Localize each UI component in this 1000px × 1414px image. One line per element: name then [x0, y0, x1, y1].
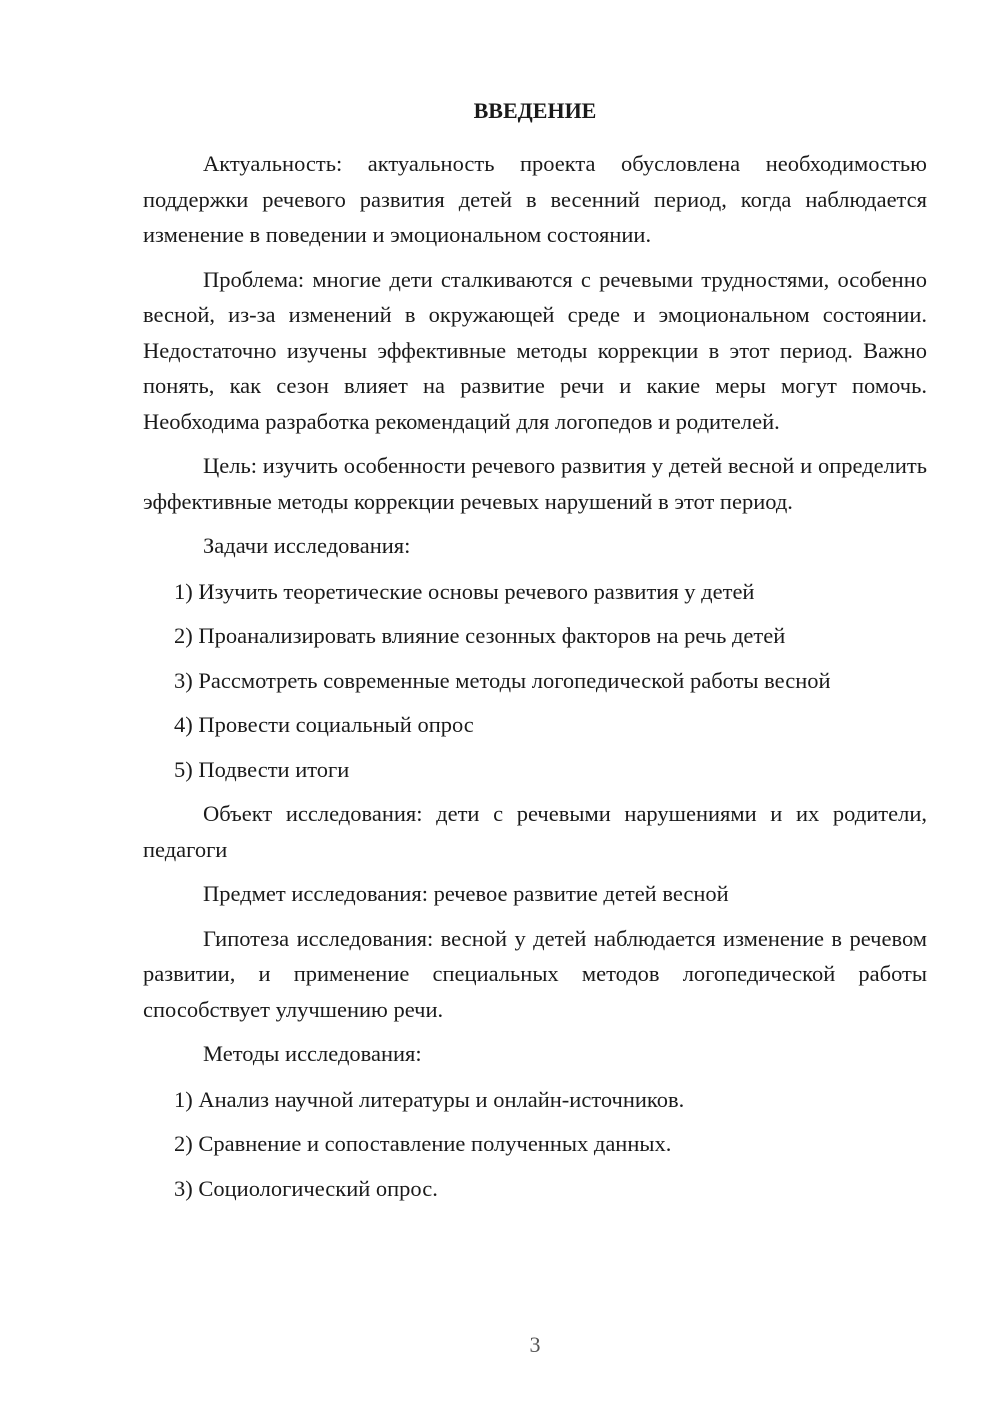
task-item: 5) Подвести итоги	[174, 756, 350, 782]
task-item: 4) Провести социальный опрос	[174, 712, 474, 737]
relevance-paragraph: Актуальность: актуальность проекта обусловлена необходимостью поддержки речевого развития детей в весенний период, когда наблюдается изменение в поведении и эмоциональном состоянии.	[143, 151, 927, 247]
goal-paragraph: Цель: изучить особенности речевого развития у детей весной и определить эффективные методы коррекции речевых нарушений в этот период.	[143, 453, 927, 514]
document-page	[143, 93, 927, 1206]
task-item: 1) Изучить теоретические основы речевого развития у детей	[174, 578, 755, 604]
method-item: 2) Сравнение и сопоставление полученных данных.	[174, 1131, 672, 1156]
subject-paragraph: Предмет исследования: речевое развитие детей весной	[203, 881, 729, 906]
object-paragraph: Объект исследования: дети с речевыми нарушениями и их родители, педагоги	[143, 801, 927, 862]
section-title: ВВЕДЕНИЕ	[473, 98, 597, 123]
task-item: 3) Рассмотреть современные методы логопедической работы весной	[174, 667, 831, 693]
problem-paragraph: Проблема: многие дети сталкиваются с речевыми трудностями, особенно весной, из-за изменений в окружающей среде и эмоциональном состоянии. Недостаточно изучены эффективные методы коррекции в этот период. Важно понять, как сезон влияет на развитие речи и какие меры могут помочь. Необходима разработка рекомендаций для логопедов и родителей.	[143, 266, 927, 434]
task-item: 2) Проанализировать влияние сезонных факторов на речь детей	[174, 623, 786, 648]
hypothesis-paragraph: Гипотеза исследования: весной у детей наблюдается изменение в речевом развитии, и применение специальных методов логопедической работы способствует улучшению речи.	[143, 925, 927, 1022]
method-item: 3) Социологический опрос.	[174, 1175, 438, 1201]
tasks-heading: Задачи исследования:	[203, 533, 411, 558]
method-item: 1) Анализ научной литературы и онлайн-источников.	[174, 1086, 685, 1112]
page-number: 3	[529, 1332, 541, 1357]
methods-heading: Методы исследования:	[203, 1041, 422, 1066]
